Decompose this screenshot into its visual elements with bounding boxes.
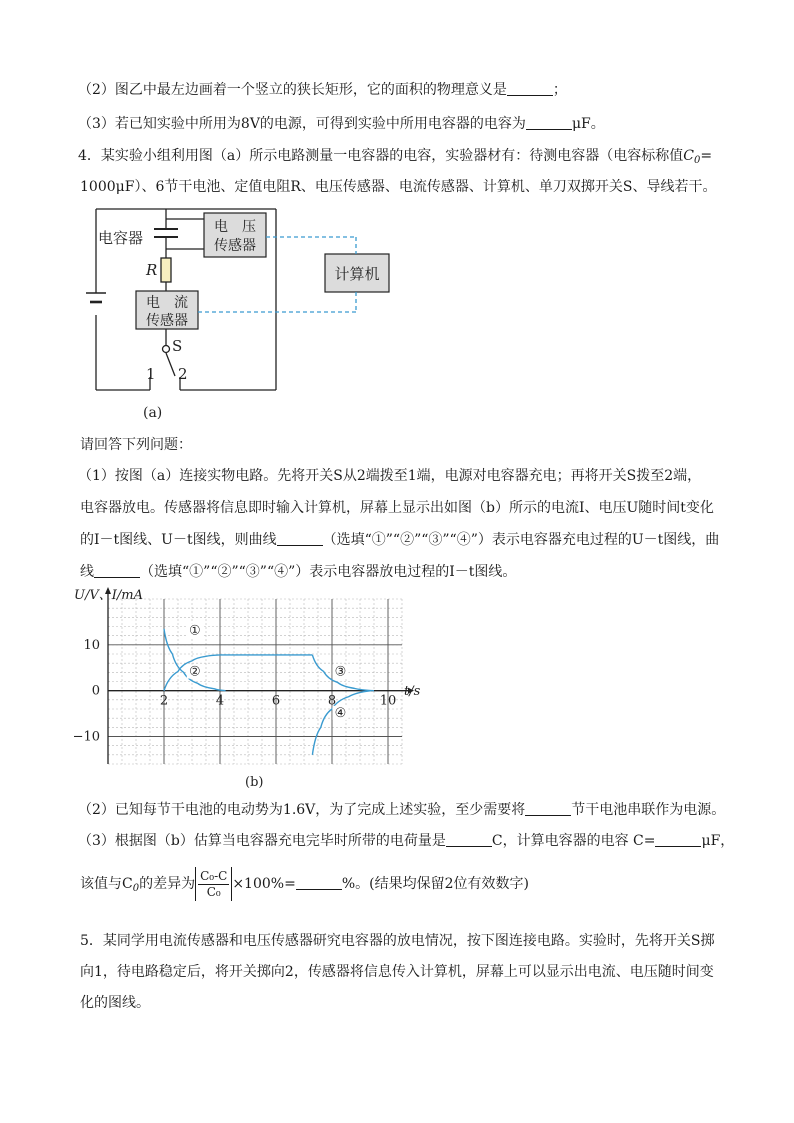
- q4-p3-line-2: 该值与$C_0$的差异为 $\frac{\text{C₀-C}}{\text{C₀}}$ ×100%= %。(结果均保留2位有效数字): [80, 866, 529, 907]
- x-tick-label: 10: [379, 693, 397, 709]
- voltage-sensor-label-2: 传感器: [214, 238, 256, 254]
- x-tick-label: 6: [271, 693, 281, 709]
- resistor-label: R: [146, 261, 158, 279]
- q4-intro-line-1: 4．某实验小组利用图（a）所示电路测量一电容器的电容，实验器材有：待测电容器（电容标称值$C_0=$: [78, 148, 713, 166]
- switch-label: S: [172, 337, 183, 355]
- chart-y-label: U/V、I/mA: [74, 588, 143, 603]
- answer-blank[interactable]: [525, 801, 571, 816]
- q-prev-item-2-text: （2）图乙中最左边画着一个竖立的狭长矩形，它的面积的物理意义是: [78, 82, 507, 98]
- q5-line-3: 化的图线。: [80, 995, 150, 1011]
- x-tick-label: 4: [215, 693, 225, 709]
- y-tick-label: 0: [91, 683, 100, 699]
- q4-p1-line-2: 电容器放电。传感器将信息即时输入计算机，屏幕上显示出如图（b）所示的电流I、电压U随时间t变化: [80, 500, 714, 516]
- chart-grid: [108, 599, 402, 764]
- figure-a-caption: (a): [143, 405, 163, 421]
- q4-intro-line-2: 1000μF）、6节干电池、定值电阻R、电压传感器、电流传感器、计算机、单刀双掷开关S、导线若干。: [80, 179, 717, 195]
- answer-blank[interactable]: [526, 115, 572, 130]
- answer-blank[interactable]: [507, 81, 553, 96]
- chart-caption: (b): [245, 775, 264, 790]
- q-prev-item-2: （2）图乙中最左边画着一个竖立的狭长矩形，它的面积的物理意义是 ；: [78, 82, 567, 98]
- series-label: ②: [188, 664, 201, 680]
- q4-p1-line-3: 的I－t图线、U－t图线，则曲线 （选填“①”“②”“③”“④”）表示电容器充电过程的U－t图线，曲: [80, 532, 720, 548]
- terminal-1-label: 1: [146, 365, 156, 383]
- answer-blank[interactable]: [94, 563, 140, 578]
- series-label: ④: [334, 705, 347, 721]
- current-sensor-label: 电 流: [146, 295, 188, 311]
- answer-blank[interactable]: [296, 875, 342, 890]
- series-label: ①: [188, 623, 201, 639]
- computer-label: 计算机: [334, 265, 380, 283]
- q4-p3-line-1: （3）根据图（b）估算当电容器充电完毕时所带的电荷量是 C，计算电容器的电容 C= μF，: [78, 833, 735, 849]
- q-prev-item-3: （3）若已知实验中所用为8V的电源，可得到实验中所用电容器的电容为 μF。: [78, 116, 605, 132]
- chart-axes: [105, 587, 414, 764]
- y-tick-label: −10: [72, 729, 100, 745]
- chart-series-line: [312, 691, 371, 755]
- q4-p1-line-4: 线 （选填“①”“②”“③”“④”）表示电容器放电过程的I－t图线。: [80, 564, 517, 580]
- q-prev-item-3-text: （3）若已知实验中所用为8V的电源，可得到实验中所用电容器的电容为: [78, 116, 526, 132]
- capacitor-label: 电容器: [98, 229, 144, 247]
- answer-blank[interactable]: [277, 531, 323, 546]
- chart-x-label: t/s: [404, 684, 421, 699]
- series-label: ③: [334, 664, 347, 680]
- y-tick-label: 10: [83, 637, 100, 653]
- x-tick-label: 8: [327, 693, 337, 709]
- q5-line-1: 5．某同学用电流传感器和电压传感器研究电容器的放电情况，按下图连接电路。实验时，先将开关S掷: [80, 933, 715, 949]
- circuit-diagram: [80, 205, 420, 425]
- q4-prompt: 请回答下列问题：: [80, 437, 192, 453]
- q4-p1-line-1: （1）按图（a）连接实物电路。先将开关S从2端拨至1端，电源对电容器充电；再将开关S拨至2端，: [78, 468, 702, 484]
- q4-p2: （2）已知每节干电池的电动势为1.6V，为了完成上述实验，至少需要将 节干电池串联作为电源。: [78, 802, 726, 818]
- voltage-sensor-label: 电 压: [214, 219, 256, 235]
- x-tick-label: 2: [159, 693, 169, 709]
- answer-blank[interactable]: [655, 832, 701, 847]
- q5-line-2: 向1，待电路稳定后，将开关掷向2，传感器将信息传入计算机，屏幕上可以显示出电流、电压随时间变: [80, 964, 714, 980]
- current-sensor-label-2: 传感器: [146, 313, 188, 329]
- chart-curves: [164, 623, 374, 754]
- answer-blank[interactable]: [446, 832, 492, 847]
- terminal-2-label: 2: [178, 365, 188, 383]
- difference-fraction: $\frac{\text{C₀-C}}{\text{C₀}}$: [200, 868, 228, 899]
- ui-chart: [60, 585, 440, 795]
